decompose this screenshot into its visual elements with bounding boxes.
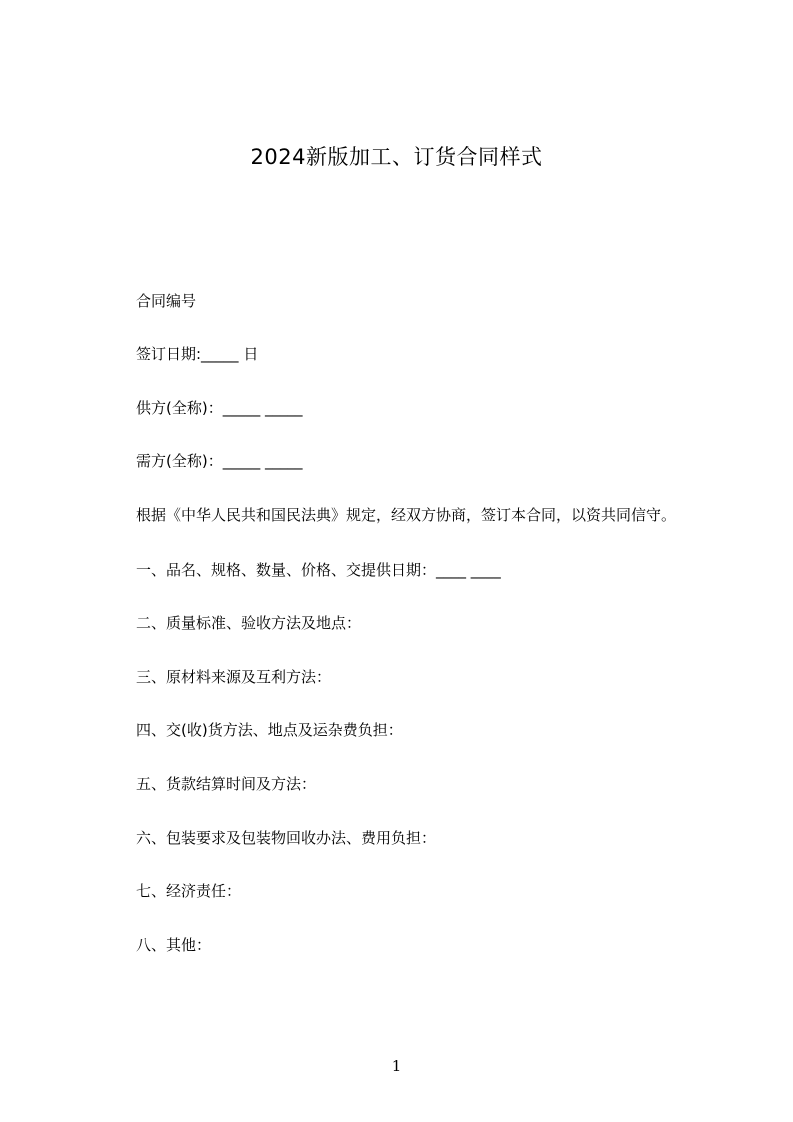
buyer-line: 需方(全称)：_____ _____ (136, 452, 303, 470)
clause-6: 六、包装要求及包装物回收办法、费用负担： (136, 829, 437, 847)
clause-4: 四、交(收)货方法、地点及运杂费负担： (136, 721, 403, 739)
clause-2: 二、质量标准、验收方法及地点： (136, 614, 362, 632)
clause-5: 五、货款结算时间及方法： (136, 775, 317, 793)
preamble-line: 根据《中华人民共和国民法典》规定，经双方协商，签订本合同，以资共同信守。 (136, 506, 677, 524)
clause-8: 八、其他： (136, 936, 212, 954)
contract-number-line: 合同编号 (136, 292, 197, 310)
clause-7: 七、经济责任： (136, 882, 242, 900)
clause-3: 三、原材料来源及互利方法： (136, 668, 332, 686)
supplier-line: 供方(全称)：_____ _____ (136, 399, 303, 417)
page-number: 1 (391, 1057, 402, 1075)
signing-date-line: 签订日期:_____ 日 (136, 345, 259, 363)
clause-1: 一、品名、规格、数量、价格、交提供日期：____ ____ (136, 561, 501, 579)
document-title: 2024新版加工、订货合同样式 (250, 145, 543, 169)
